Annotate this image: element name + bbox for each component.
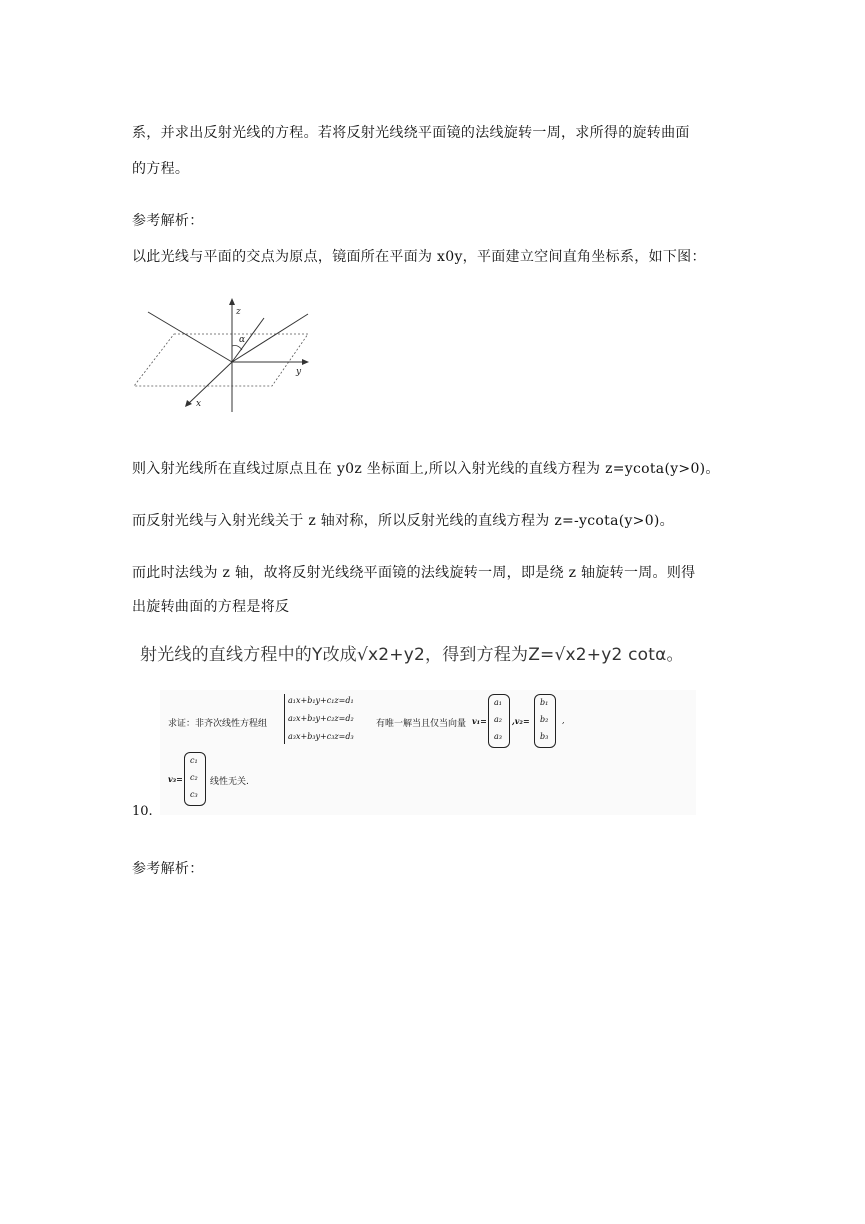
ray-line	[232, 318, 264, 362]
section-label: 参考解析：	[132, 861, 204, 877]
x-label: x	[196, 399, 202, 409]
alpha-label: α	[239, 335, 246, 345]
v3-label: v₃=	[168, 774, 183, 784]
plane-outline	[134, 334, 308, 386]
problem-number: 10.	[132, 804, 153, 819]
text-line: 而反射光线与入射光线关于 z 轴对称，所以反射光线的直线方程为 z=-ycota(y>0)。	[132, 513, 674, 529]
equation-3: a₃x+b₃y+c₃z=d₃	[288, 732, 354, 741]
equation-2: a₂x+b₂y+c₂z=d₂	[288, 714, 354, 723]
c3: c₃	[190, 790, 198, 799]
c2: c₂	[190, 773, 198, 782]
y-arrow	[302, 359, 309, 365]
alpha-arc	[232, 346, 242, 351]
problem-image	[160, 690, 696, 815]
text-line: 则入射光线所在直线过原点且在 y0z 坐标面上,所以入射光线的直线方程为 z=ycota(y>0)。	[132, 461, 720, 477]
comma: ,	[562, 716, 565, 725]
text-line: 而此时法线为 z 轴，故将反射光线绕平面镜的法线旋转一周，即是绕 z 轴旋转一周。则得	[132, 565, 696, 581]
a1: a₁	[494, 698, 502, 707]
v2-label: ,v₂=	[512, 716, 530, 726]
c1: c₁	[190, 756, 198, 765]
text-line: 出旋转曲面的方程是将反	[132, 599, 290, 615]
b3: b₃	[540, 732, 549, 741]
equation-1: a₁x+b₁y+c₁z=d₁	[288, 696, 354, 705]
coordinate-figure	[132, 296, 310, 414]
incident-ray	[148, 312, 232, 362]
x-axis	[188, 362, 232, 404]
b1: b₁	[540, 698, 549, 707]
z-label: z	[236, 307, 241, 317]
text-line: 的方程。	[132, 161, 190, 177]
y-label: y	[296, 367, 302, 377]
a3: a₃	[494, 732, 502, 741]
text-line: 以此光线与平面的交点为原点，镜面所在平面为 x0y，平面建立空间直角坐标系，如下图：	[132, 249, 706, 265]
problem-middle: 有唯一解当且仅当向量	[376, 719, 467, 729]
z-arrow	[229, 298, 235, 305]
v1-label: v₁=	[472, 716, 487, 726]
problem-suffix: 线性无关.	[210, 777, 249, 787]
text-line: 系，并求出反射光线的方程。若将反射光线绕平面镜的法线旋转一周，求所得的旋转曲面	[132, 125, 690, 141]
image-text-line: 射光线的直线方程中的Y改成√x2+y2，得到方程为Z=√x2+y2 cotα。	[140, 645, 684, 665]
a2: a₂	[494, 715, 502, 724]
problem-prefix: 求证：非齐次线性方程组	[168, 719, 268, 729]
b2: b₂	[540, 715, 549, 724]
system-bar	[284, 694, 285, 744]
section-label: 参考解析：	[132, 213, 204, 229]
